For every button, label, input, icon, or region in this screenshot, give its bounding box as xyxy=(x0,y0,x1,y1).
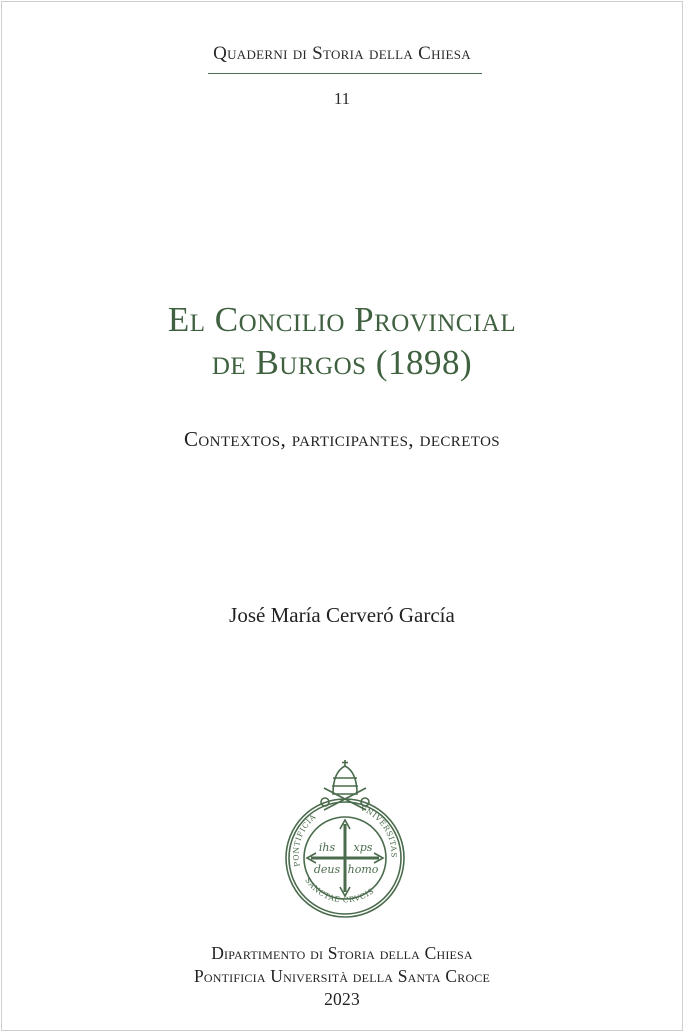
series-divider xyxy=(208,73,482,74)
seal-quadrant-br: homo xyxy=(347,863,379,876)
book-title xyxy=(2,298,682,384)
publication-year: 2023 xyxy=(324,989,360,1009)
author-name: José María Cerveró García xyxy=(229,603,455,627)
seal-text-left: PONTIFICIA xyxy=(291,812,318,868)
publisher-department: Dipartimento di Storia della Chiesa xyxy=(211,943,473,963)
svg-text:SANCTAE CRVCIS xyxy=(303,876,376,904)
seal-text-bottom: SANCTAE CRVCIS xyxy=(303,875,376,905)
seal-text-right: VNIVERSITAS xyxy=(359,803,399,859)
book-title-line-2: de Burgos (1898) xyxy=(211,343,473,382)
series-number: 11 xyxy=(333,89,351,108)
title-page xyxy=(1,1,683,1031)
publisher-university: Pontificia Università della Santa Croce xyxy=(193,966,491,986)
series-title: Quaderni di Storia della Chiesa xyxy=(213,43,471,64)
seal-quadrant-tr: xps xyxy=(353,841,373,854)
university-seal-icon xyxy=(278,758,412,920)
book-title-line-1: El Concilio Provincial xyxy=(167,300,517,339)
seal-quadrant-bl: deus xyxy=(313,863,341,876)
book-subtitle: Contextos, participantes, decretos xyxy=(183,427,501,451)
seal-quadrant-tl: ihs xyxy=(318,841,336,854)
publisher-block xyxy=(2,942,682,1011)
